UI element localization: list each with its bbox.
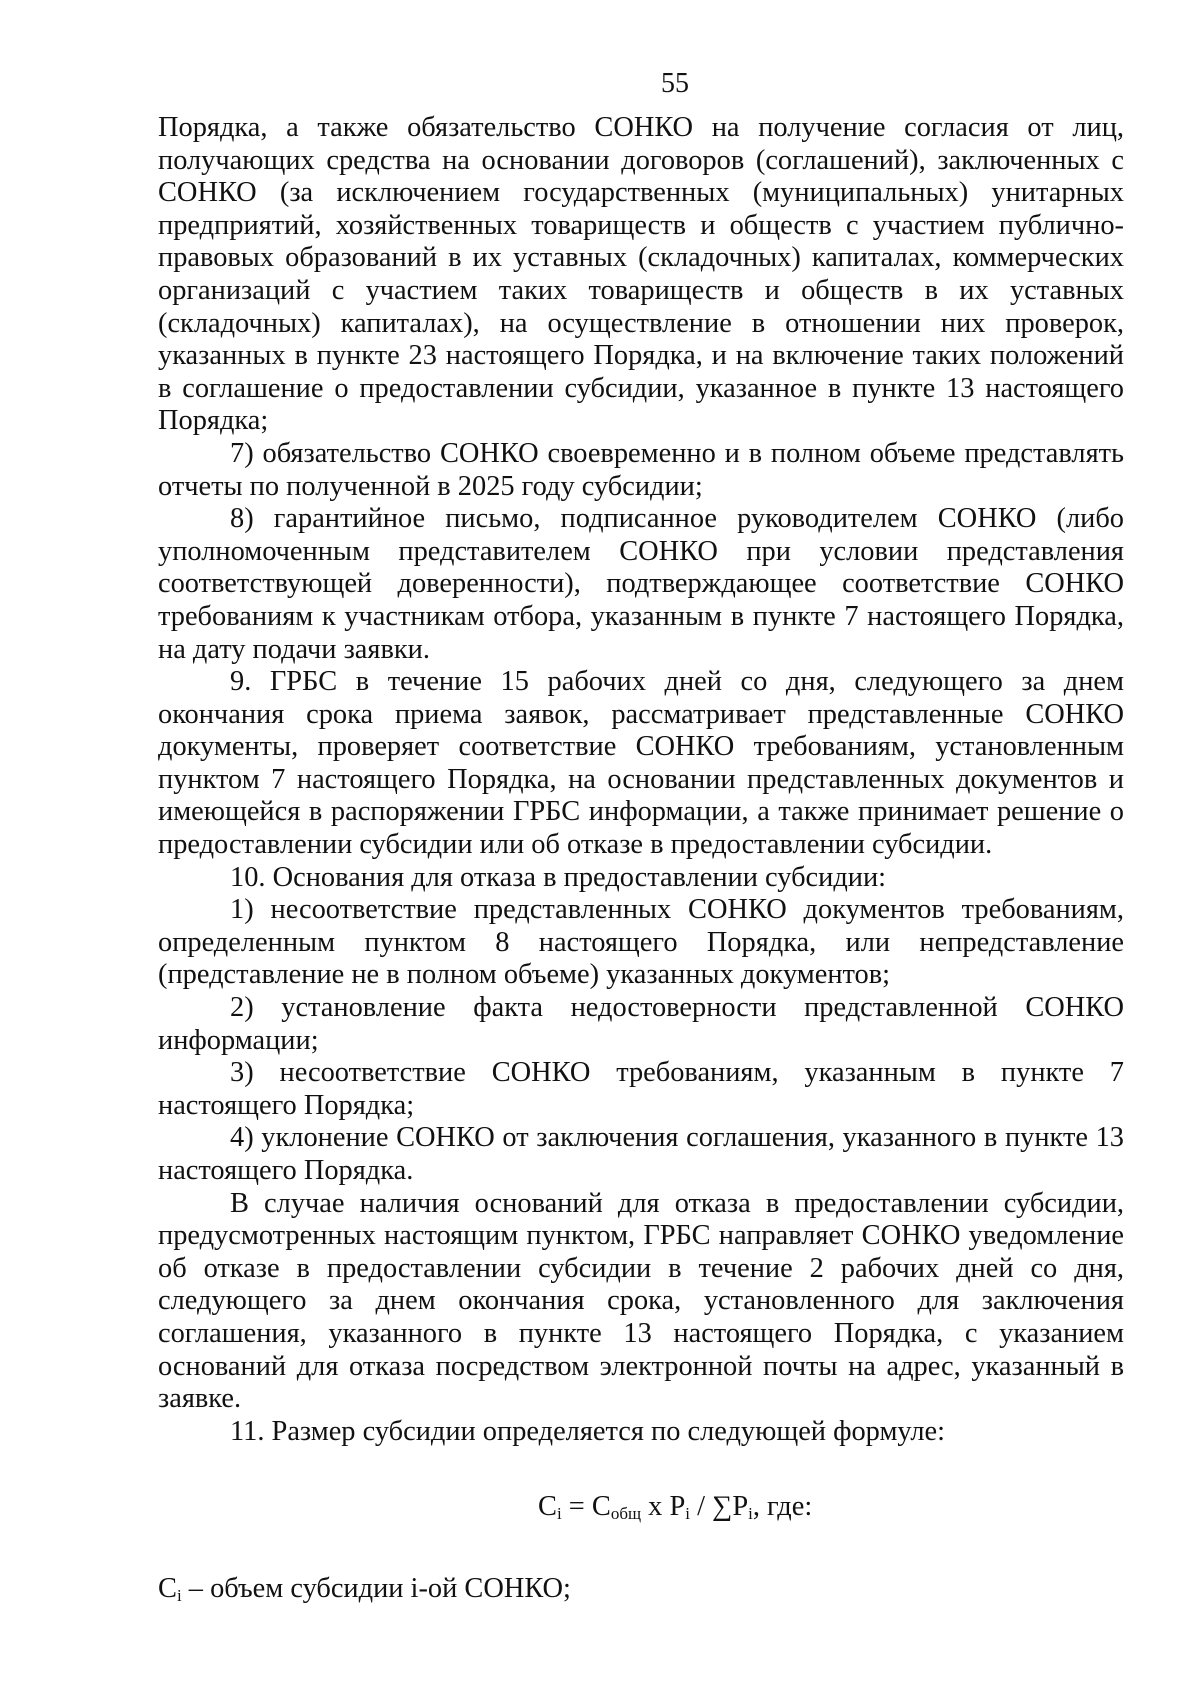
document-body bbox=[158, 112, 1124, 1606]
formula-total-subscript: общ bbox=[610, 1504, 642, 1524]
subsidy-formula bbox=[158, 1490, 1124, 1524]
formula-c: C bbox=[538, 1491, 557, 1523]
paragraph-refusal-ground-2: 2) установление факта недостоверности представленной СОНКО информации; bbox=[158, 992, 1124, 1056]
paragraph-refusal-ground-3: 3) несоответствие СОНКО требованиям, указанным в пункте 7 настоящего Порядка; bbox=[158, 1057, 1124, 1121]
formula-c-subscript: i bbox=[556, 1504, 562, 1524]
paragraph-refusal-ground-4: 4) уклонение СОНКО от заключения соглашения, указанного в пункте 13 настоящего Порядка. bbox=[158, 1122, 1124, 1186]
paragraph-item-7: 7) обязательство СОНКО своевременно и в полном объеме представлять отчеты по полученной в 2025 году субсидии; bbox=[158, 437, 1124, 502]
paragraph-refusal-notice: В случае наличия оснований для отказа в предоставлении субсидии, предусмотренных настоящим пунктом, ГРБС направляет СОНКО уведомление об отказе в предоставлении субсидии в течение 2 рабочих дней со дня, следующего за днем окончания срока, установленного для заключения соглашения, указанного в пункте 13 настоящего Порядка, с указанием оснований для отказа посредством электронной почты на адрес, указанный в заявке. bbox=[158, 1187, 1124, 1415]
definition-c-subscript: i bbox=[176, 1586, 182, 1606]
paragraph-clause-10-heading: 10. Основания для отказа в предоставлении субсидии: bbox=[230, 861, 887, 893]
formula-divided-by-sum: / ∑P bbox=[690, 1491, 749, 1523]
formula-sum-subscript: i bbox=[748, 1504, 753, 1524]
paragraph-continuation: Порядка, а также обязательство СОНКО на получение согласия от лиц, получающих средства на основании договоров (соглашений), заключенных с СОНКО (за исключением государственных (муниципальных) унитарных предприятий, хозяйственных товариществ и обществ с участием публично-правовых образований в их уставных (складочных) капиталах, коммерческих организаций с участием таких товариществ и обществ в их уставных (складочных) капиталах), на осуществление в отношении них проверок, указанных в пункте 23 настоящего Порядка, и на включение таких положений в соглашение о предоставлении субсидии, указанное в пункте 13 настоящего Порядка; bbox=[158, 112, 1124, 437]
formula-suffix: , где: bbox=[752, 1491, 813, 1523]
definition-text: – объем субсидии i-ой СОНКО; bbox=[181, 1573, 571, 1605]
paragraph-item-8: 8) гарантийное письмо, подписанное руководителем СОНКО (либо уполномоченным представителем СОНКО при условии представления соответствующей доверенности), подтверждающее соответствие СОНКО требованиям к участникам отбора, указанным в пункте 7 настоящего Порядка, на дату подачи заявки. bbox=[158, 503, 1124, 665]
formula-times-p: x P bbox=[641, 1491, 686, 1523]
formula-definition-ci bbox=[158, 1572, 1124, 1606]
paragraph-clause-9: 9. ГРБС в течение 15 рабочих дней со дня, следующего за днем окончания срока приема заявок, рассматривает представленные СОНКО документы, проверяет соответствие СОНКО требованиям, установленным пунктом 7 настоящего Порядка, на основании представленных документов и имеющейся в распоряжении ГРБС информации, а также принимает решение о предоставлении субсидии или об отказе в предоставлении субсидии. bbox=[158, 666, 1124, 861]
formula-p-subscript: i bbox=[685, 1504, 690, 1524]
paragraph-refusal-ground-1: 1) несоответствие представленных СОНКО документов требованиям, определенным пунктом 8 настоящего Порядка, или непредставление (представление не в полном объеме) указанных документов; bbox=[158, 894, 1124, 991]
paragraph-clause-11-heading: 11. Размер субсидии определяется по следующей формуле: bbox=[230, 1415, 946, 1447]
definition-c: C bbox=[158, 1573, 177, 1605]
page-number: 55 bbox=[661, 68, 689, 99]
formula-equals-total: = C bbox=[561, 1491, 611, 1523]
